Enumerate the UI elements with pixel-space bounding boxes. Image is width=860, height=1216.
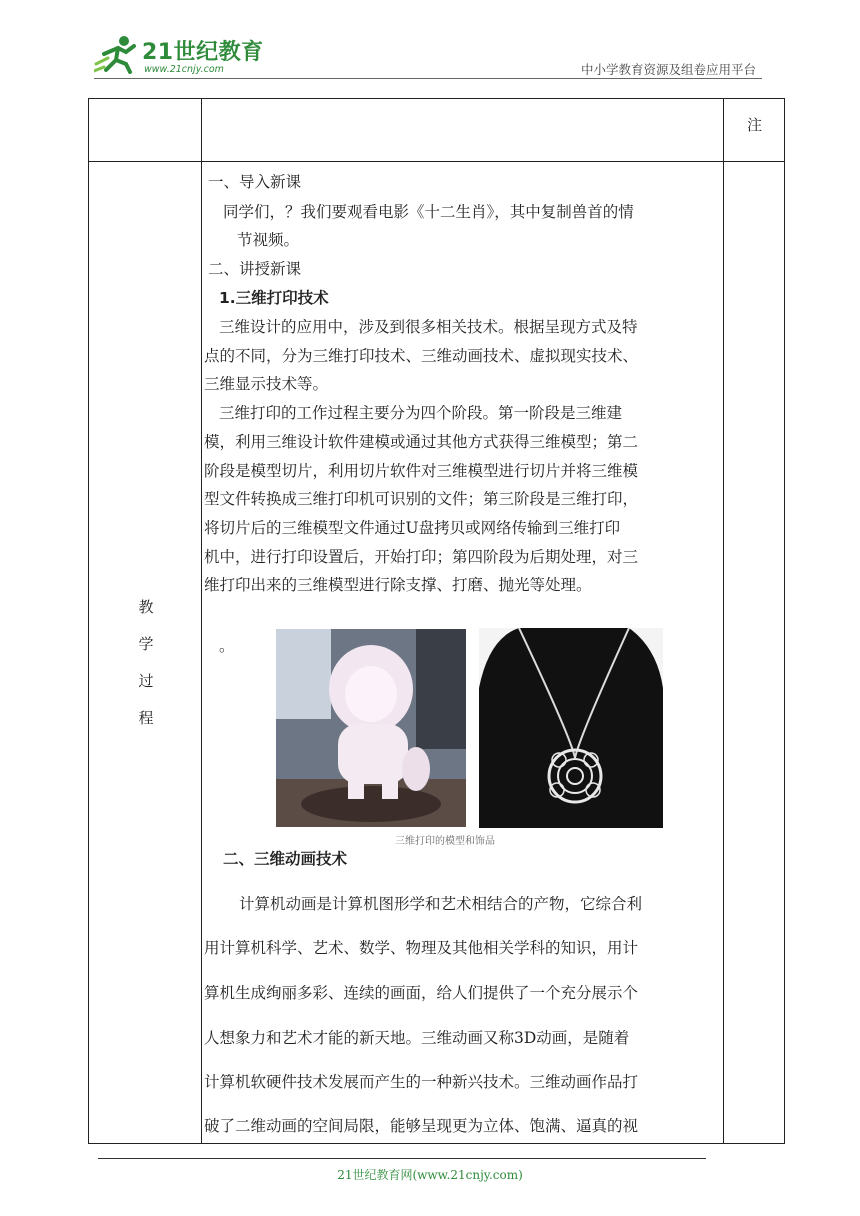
paragraph-line: 点的不同，分为三维打印技术、三维动画技术、虚拟现实技术、 xyxy=(204,347,639,365)
lesson-table xyxy=(88,98,785,1144)
section-label-char: 过 xyxy=(138,672,154,690)
paragraph-line: 型文件转换成三维打印机可识别的文件；第三阶段是三维打印， xyxy=(204,490,639,508)
paragraph-line: 节视频。 xyxy=(237,231,300,249)
site-logo[interactable] xyxy=(94,34,264,78)
paragraph-line: 人想象力和艺术才能的新天地。三维动画又称3D动画，是随着 xyxy=(204,1029,630,1047)
column-divider-right xyxy=(723,99,724,1143)
paragraph-line: 三维设计的应用中，涉及到很多相关技术。根据呈现方式及特 xyxy=(219,318,638,336)
paragraph-line: 破了二维动画的空间局限，能够呈现更为立体、饱满、逼真的视 xyxy=(204,1117,639,1135)
subsection-title: 二、三维动画技术 xyxy=(223,850,348,868)
paragraph-line: 计算机动画是计算机图形学和艺术相结合的产物，它综合利 xyxy=(239,895,643,913)
paragraph-line: 同学们，？我们要观看电影《十二生肖》，其中复制兽首的情 xyxy=(223,203,634,221)
paragraph-line: 。 xyxy=(219,637,235,655)
section-heading: 二、讲授新课 xyxy=(208,260,302,278)
subsection-title: 1.三维打印技术 xyxy=(219,289,329,307)
platform-title: 中小学教育资源及组卷应用平台 xyxy=(580,62,756,77)
column-divider-left xyxy=(201,99,202,1143)
lion-model-photo xyxy=(276,629,466,827)
section-label-char: 教 xyxy=(138,598,154,616)
runner-logo-icon xyxy=(94,34,142,74)
lion-model-image xyxy=(276,629,466,827)
paragraph-line: 用计算机科学、艺术、数学、物理及其他相关学科的知识，用计 xyxy=(204,939,639,957)
page-header xyxy=(0,0,860,82)
paragraph-line: 计算机软硬件技术发展而产生的一种新兴技术。三维动画作品打 xyxy=(204,1073,639,1091)
paragraph-line: 三维打印的工作过程主要分为四个阶段。第一阶段是三维建 xyxy=(219,404,623,422)
paragraph-line: 算机生成绚丽多彩、连续的画面，给人们提供了一个充分展示个 xyxy=(204,984,639,1002)
necklace-photo xyxy=(479,628,663,828)
figure-caption: 三维打印的模型和饰品 xyxy=(395,836,495,847)
header-divider xyxy=(94,78,762,79)
paragraph-line: 机中，进行打印设置后，开始打印；第四阶段为后期处理，对三 xyxy=(204,548,639,566)
paragraph-line: 维打印出来的三维模型进行除支撑、打磨、抛光等处理。 xyxy=(204,576,592,594)
header-row-divider xyxy=(89,161,784,162)
footer-divider xyxy=(98,1158,706,1159)
logo-url: www.21cnjy.com xyxy=(144,64,224,75)
paragraph-line: 三维显示技术等。 xyxy=(204,375,329,393)
necklace-image xyxy=(479,628,663,828)
section-heading: 一、导入新课 xyxy=(208,173,302,191)
section-label-teaching-process xyxy=(136,589,156,737)
paragraph-line: 模，利用三维设计软件建模或通过其他方式获得三维模型；第二 xyxy=(204,433,639,451)
note-column-label: 注 xyxy=(747,116,763,134)
paragraph-line: 将切片后的三维模型文件通过U盘拷贝或网络传输到三维打印 xyxy=(204,519,621,537)
logo-text: 21世纪教育 xyxy=(142,40,264,65)
paragraph-line: 阶段是模型切片，利用切片软件对三维模型进行切片并将三维模 xyxy=(204,462,639,480)
section-label-char: 程 xyxy=(138,709,154,727)
section-label-char: 学 xyxy=(138,635,154,653)
footer-link[interactable]: 21世纪教育网(www.21cnjy.com) xyxy=(337,1168,523,1182)
